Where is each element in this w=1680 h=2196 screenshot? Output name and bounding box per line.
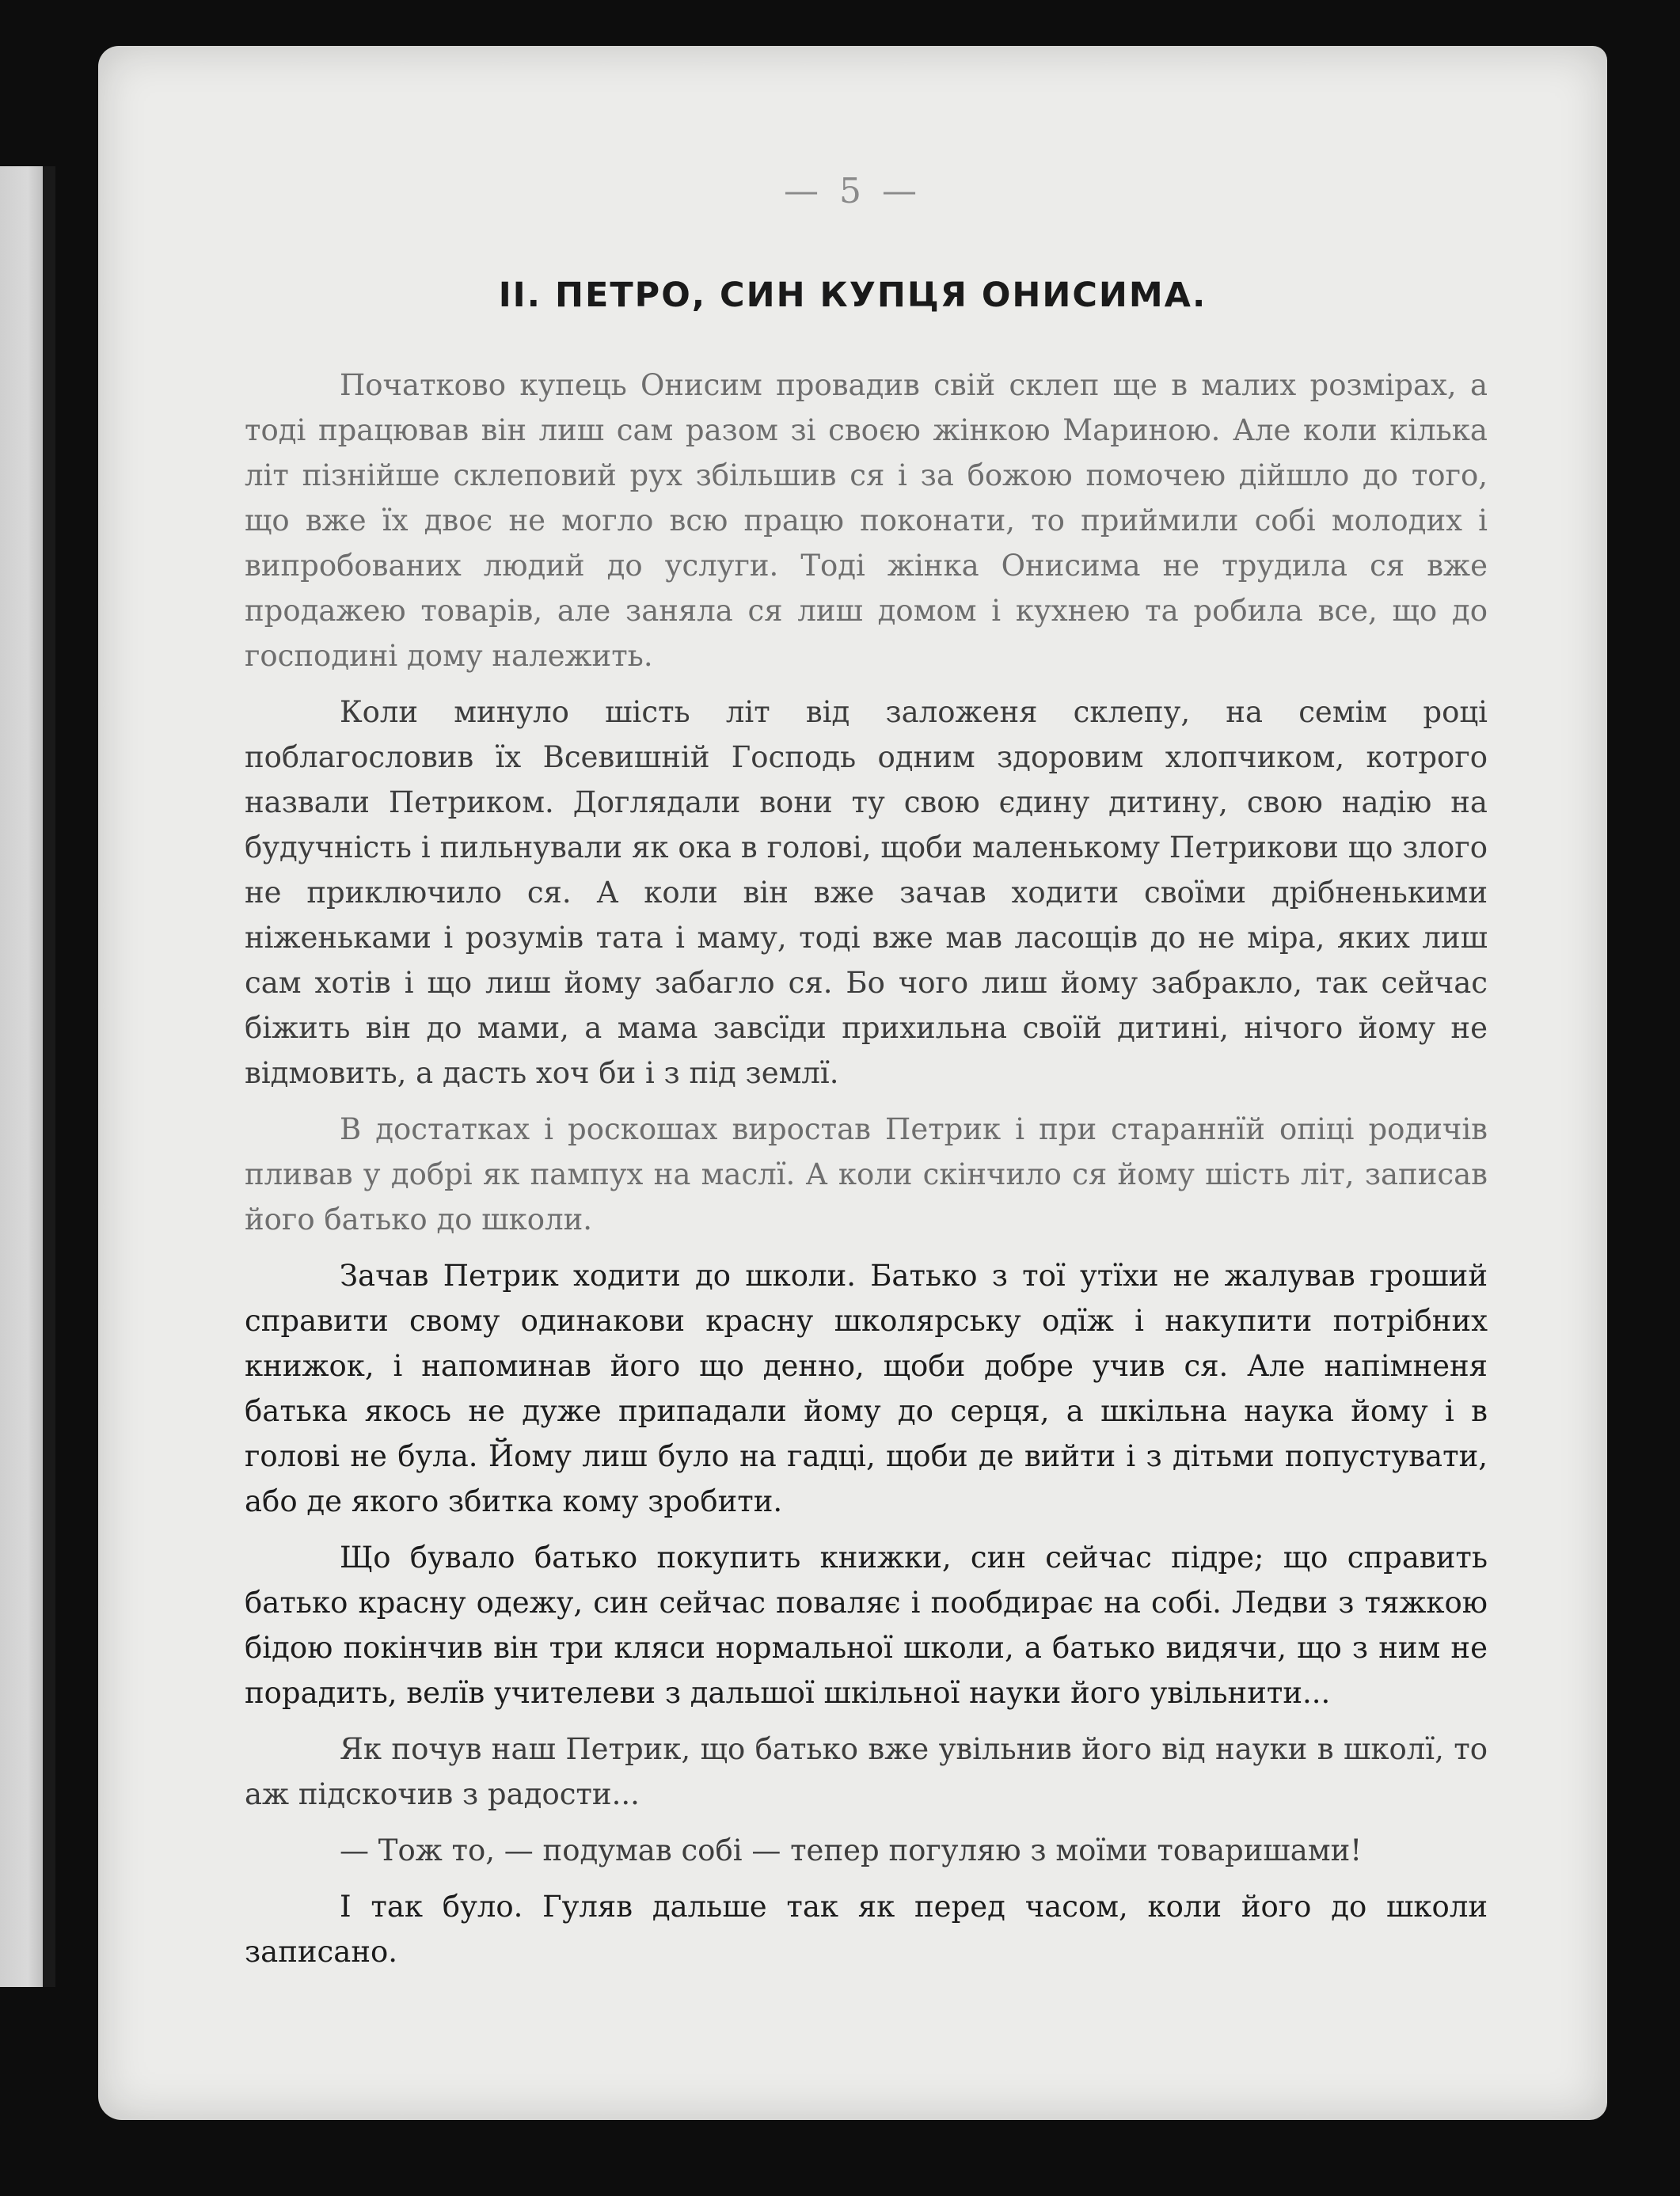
paragraph-8: І так було. Гуляв дальше так як перед часом, коли його до школи записано.: [245, 1890, 1488, 1969]
adjacent-page-edge: [0, 166, 55, 1987]
book-page: [98, 46, 1607, 2120]
book-spine: [43, 166, 55, 1987]
body-text: [245, 363, 1488, 1985]
paragraph-4: Зачав Петрик ходити до школи. Батько з тої утїхи не жалував гроший справити свому одинакови красну школярську одїж і накупити потрібних книжок, і напоминав його що денно, щоби добре учив ся. Але напімненя батька якось не дуже припадали йому до серця, а шкільна наука йому і в голові не була. Йому лиш було на гадці, щоби де вийти і з дітьми попустувати, або де якого збитка кому зробити.: [245, 1259, 1488, 1518]
paragraph-7: — Тож то, — подумав собі — тепер погуляю з моїми товаришами!: [340, 1833, 1363, 1867]
paragraph-2: Коли минуло шість літ від заложеня склепу, на семім році поблагословив їх Всевишній Господь одним здоровим хлопчиком, котрого назвали Петриком. Доглядали вони ту свою єдину дитину, свою надію на будучність і пильнували як ока в голові, щоби маленькому Петрикови що злого не приключило ся. А коли він вже зачав ходити своїми дрібненькими ніженьками і розумів тата і маму, тоді вже мав ласощів до не міра, яких лиш сам хотів і що лиш йому забагло ся. Бо чого лиш йому забракло, так сейчас біжить він до мами, а мама завсїди прихильна своїй дитині, нічого йому не відмовить, а дасть хоч би і з під землї.: [245, 695, 1488, 1090]
paragraph-5: Що бувало батько покупить книжки, син сейчас підре; що справить батько красну одежу, син сейчас поваляє і пообдирає на собі. Ледви з тяжкою бідою покінчив він три кляси нормальної школи, а батько видячи, що з ним не порадить, велїв учителеви з дальшої шкільної науки його увільнити...: [245, 1541, 1488, 1710]
paragraph-1: Початково купець Онисим провадив свій склеп ще в малих розмірах, а тоді працював він лиш сам разом зі своєю жінкою Мариною. Але коли кілька літ пізнійше склеповий рух збільшив ся і за божою помочею дійшло до того, що вже їх двоє не могло всю працю поконати, то приймили собі молодих і випробованих людий до услуги. Тоді жінка Онисима не трудила ся вже продажею товарів, але заняла ся лиш домом і кухнею та робила все, що до господині дому належить.: [245, 368, 1488, 673]
paragraph-6: Як почув наш Петрик, що батько вже увільнив його від науки в школї, то аж підскочив з радости...: [245, 1732, 1488, 1811]
page-number: — 5 —: [784, 171, 922, 211]
chapter-title: II. ПЕТРО, СИН КУПЦЯ ОНИСИМА.: [498, 275, 1207, 315]
paragraph-3: В достатках і роскошах виростав Петрик і при стараннїй опіці родичів пливав у добрі як пампух на маслї. А коли скінчило ся йому шість літ, записав його батько до школи.: [245, 1112, 1488, 1237]
